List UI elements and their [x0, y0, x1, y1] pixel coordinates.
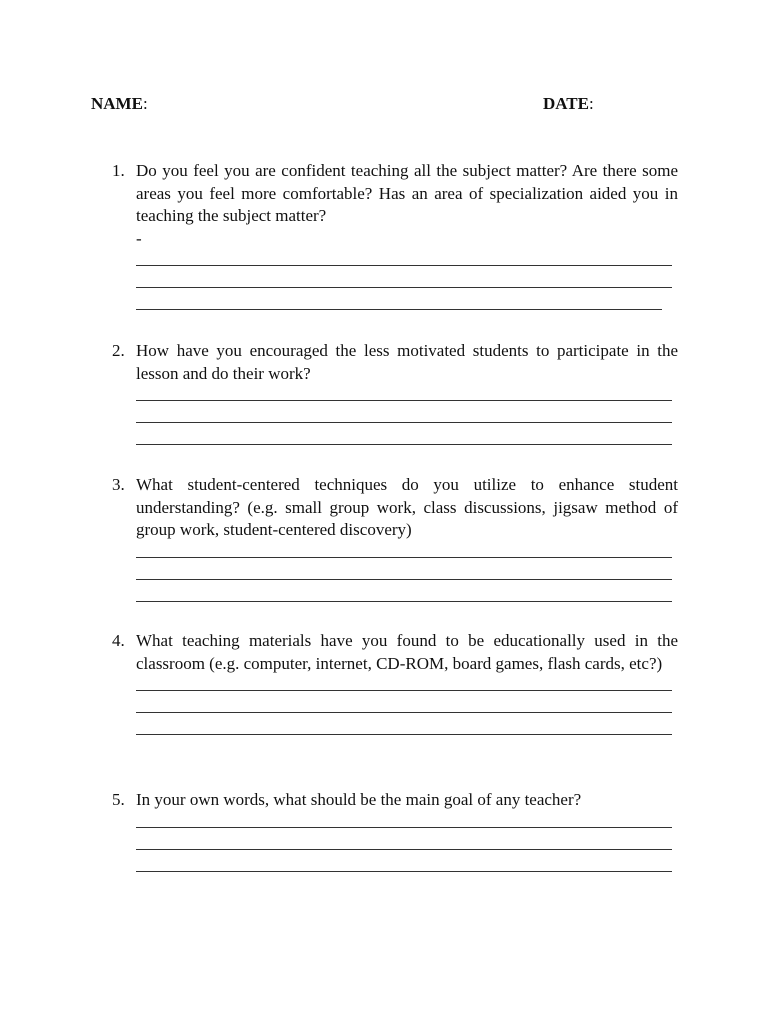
date-colon: : [588, 94, 594, 113]
name-label: NAME [91, 94, 143, 113]
question-2 [112, 340, 678, 451]
answer-line[interactable] [136, 407, 678, 429]
question-1 [112, 160, 678, 316]
answer-line[interactable] [136, 812, 678, 834]
answer-line[interactable] [136, 586, 678, 608]
question-5 [112, 789, 678, 878]
answer-line[interactable] [136, 675, 678, 697]
date-field[interactable] [543, 94, 594, 114]
question-number: 3. [112, 475, 125, 494]
answer-line[interactable] [136, 719, 678, 741]
answer-line[interactable] [136, 294, 678, 316]
question-3 [112, 474, 678, 608]
question-text: What teaching materials have you found to be educationally used in the classroom (e.g. computer, internet, CD-ROM, board games, flash cards, etc?) [136, 631, 678, 673]
question-4 [112, 630, 678, 741]
question-dash: - [136, 228, 142, 248]
worksheet-header [91, 94, 601, 116]
question-number: 5. [112, 790, 125, 809]
answer-line[interactable] [136, 542, 678, 564]
question-number: 4. [112, 631, 125, 650]
question-text: In your own words, what should be the main goal of any teacher? [136, 790, 582, 809]
question-text: What student-centered techniques do you utilize to enhance student understanding? (e.g. small group work, class discussions, jigsaw method of group work, student-centered discovery) [136, 475, 678, 539]
question-text: How have you encouraged the less motivated students to participate in the lesson and do their work? [136, 341, 678, 383]
answer-line[interactable] [136, 272, 678, 294]
answer-line[interactable] [136, 429, 678, 451]
question-number: 1. [112, 161, 125, 180]
answer-line[interactable] [136, 834, 678, 856]
question-text: Do you feel you are confident teaching all the subject matter? Are there some areas you feel more comfortable? Has an area of specialization aided you in teaching the subject matter? [136, 161, 678, 225]
answer-line[interactable] [136, 856, 678, 878]
date-label: DATE [543, 94, 589, 113]
answer-line[interactable] [136, 697, 678, 719]
answer-line[interactable] [136, 564, 678, 586]
question-number: 2. [112, 341, 125, 360]
name-field[interactable] [91, 94, 148, 114]
answer-line[interactable] [136, 385, 678, 407]
answer-line[interactable] [136, 250, 678, 272]
name-colon: : [142, 94, 148, 113]
